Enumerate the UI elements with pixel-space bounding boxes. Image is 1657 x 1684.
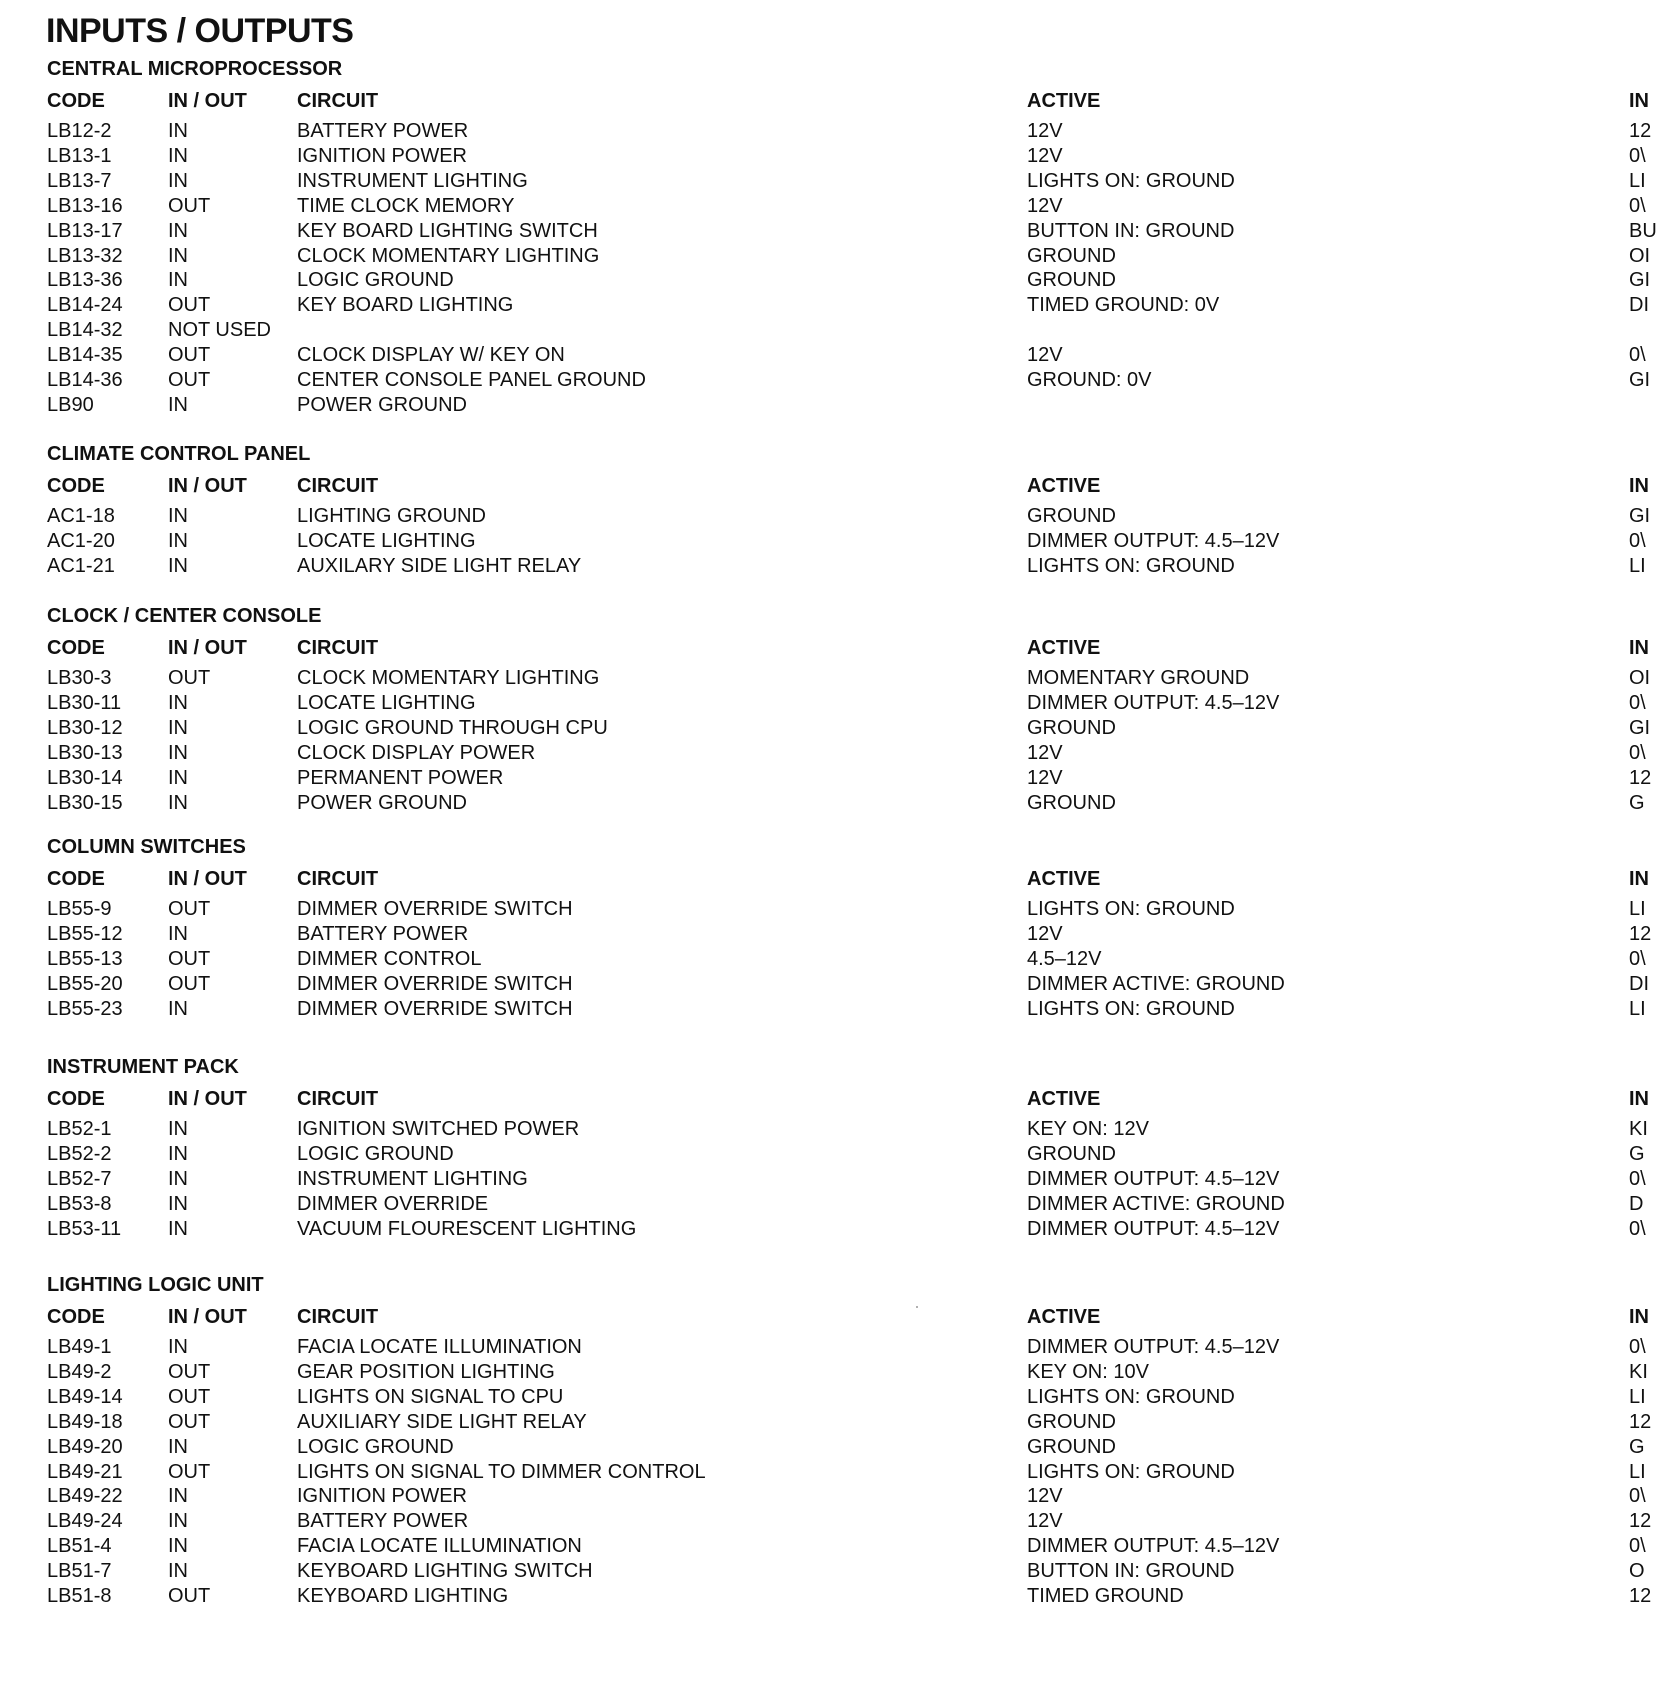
table-header-row xyxy=(0,867,1648,891)
cell-io: IN xyxy=(168,1436,188,1458)
cell-code: LB49-21 xyxy=(47,1461,123,1483)
cell-inactive: 0\ xyxy=(1629,195,1646,217)
table-row xyxy=(0,947,1648,971)
table-row xyxy=(0,1360,1648,1384)
table-row xyxy=(0,741,1648,765)
table-row xyxy=(0,169,1648,193)
cell-code: LB14-36 xyxy=(47,369,123,391)
column-header-circuit: CIRCUIT xyxy=(297,90,379,112)
cell-io: OUT xyxy=(168,1585,211,1607)
table-row xyxy=(0,1142,1648,1166)
cell-code: LB13-17 xyxy=(47,220,123,242)
cell-inactive: G xyxy=(1629,1436,1645,1458)
cell-inactive: O xyxy=(1629,1560,1645,1582)
cell-inactive: 0\ xyxy=(1629,1485,1646,1507)
column-header-code: CODE xyxy=(47,1088,105,1110)
cell-active: GROUND xyxy=(1027,1411,1116,1433)
cell-active: GROUND xyxy=(1027,269,1116,291)
cell-io: OUT xyxy=(168,294,211,316)
cell-active: KEY ON: 10V xyxy=(1027,1361,1149,1383)
cell-circuit: IGNITION POWER xyxy=(297,145,467,167)
cell-io: IN xyxy=(168,1336,188,1358)
table-row xyxy=(0,144,1648,168)
section-title: INSTRUMENT PACK xyxy=(47,1056,239,1078)
cell-code: LB90 xyxy=(47,394,94,416)
cell-io: IN xyxy=(168,145,188,167)
cell-circuit: PERMANENT POWER xyxy=(297,767,504,789)
cell-active: GROUND xyxy=(1027,1436,1116,1458)
cell-inactive: LI xyxy=(1629,1386,1646,1408)
table-row xyxy=(0,897,1648,921)
cell-inactive: 12 xyxy=(1629,923,1652,945)
table-row xyxy=(0,1534,1648,1558)
cell-active: TIMED GROUND xyxy=(1027,1585,1184,1607)
cell-active: TIMED GROUND: 0V xyxy=(1027,294,1220,316)
cell-circuit: LIGHTING GROUND xyxy=(297,505,486,527)
cell-inactive: 0\ xyxy=(1629,1218,1646,1240)
table-row xyxy=(0,1509,1652,1533)
cell-inactive: 12 xyxy=(1629,1510,1652,1532)
cell-inactive: DI xyxy=(1629,973,1649,995)
cell-circuit: IGNITION POWER xyxy=(297,1485,467,1507)
cell-io: IN xyxy=(168,505,188,527)
cell-circuit: DIMMER OVERRIDE SWITCH xyxy=(297,898,573,920)
cell-active: DIMMER OUTPUT: 4.5–12V xyxy=(1027,692,1280,714)
cell-inactive: 12 xyxy=(1629,120,1652,142)
table-row xyxy=(0,554,1648,578)
cell-active: LIGHTS ON: GROUND xyxy=(1027,1461,1235,1483)
cell-io: IN xyxy=(168,269,188,291)
cell-inactive: OI xyxy=(1629,667,1651,689)
column-header-active: ACTIVE xyxy=(1027,868,1101,890)
cell-inactive: BU xyxy=(1629,220,1657,242)
cell-inactive: 0\ xyxy=(1629,948,1646,970)
cell-active: 12V xyxy=(1027,742,1063,764)
cell-code: LB14-32 xyxy=(47,319,123,341)
cell-code: LB14-35 xyxy=(47,344,123,366)
cell-active: DIMMER OUTPUT: 4.5–12V xyxy=(1027,1168,1280,1190)
cell-circuit: LIGHTS ON SIGNAL TO DIMMER CONTROL xyxy=(297,1461,706,1483)
column-header-inactive: IN xyxy=(1629,1088,1649,1110)
column-header-active: ACTIVE xyxy=(1027,90,1101,112)
cell-inactive: KI xyxy=(1629,1361,1648,1383)
cell-code: LB55-9 xyxy=(47,898,112,920)
cell-circuit: POWER GROUND xyxy=(297,792,467,814)
cell-io: IN xyxy=(168,923,188,945)
cell-inactive: 0\ xyxy=(1629,742,1646,764)
cell-io: IN xyxy=(168,394,188,416)
cell-active: 12V xyxy=(1027,120,1063,142)
cell-io: OUT xyxy=(168,195,211,217)
cell-active: KEY ON: 12V xyxy=(1027,1118,1149,1140)
cell-circuit: LOGIC GROUND THROUGH CPU xyxy=(297,717,608,739)
cell-inactive: 12 xyxy=(1629,767,1652,789)
cell-io: OUT xyxy=(168,1411,211,1433)
table-row xyxy=(0,1167,1648,1191)
column-header-code: CODE xyxy=(47,868,105,890)
cell-code: LB52-7 xyxy=(47,1168,112,1190)
table-row xyxy=(0,268,1651,292)
cell-inactive: 0\ xyxy=(1629,1168,1646,1190)
column-header-circuit: CIRCUIT xyxy=(297,868,379,890)
cell-io: IN xyxy=(168,998,188,1020)
column-header-circuit: CIRCUIT xyxy=(297,1306,379,1328)
cell-code: AC1-18 xyxy=(47,505,115,527)
cell-active: 12V xyxy=(1027,344,1063,366)
cell-inactive: 12 xyxy=(1629,1585,1652,1607)
cell-circuit: CLOCK MOMENTARY LIGHTING xyxy=(297,667,600,689)
table-row xyxy=(0,1192,1648,1216)
cell-code: LB55-12 xyxy=(47,923,123,945)
cell-active: DIMMER OUTPUT: 4.5–12V xyxy=(1027,1535,1280,1557)
cell-circuit: CLOCK DISPLAY W/ KEY ON xyxy=(297,344,565,366)
cell-active: LIGHTS ON: GROUND xyxy=(1027,555,1235,577)
cell-circuit: KEYBOARD LIGHTING SWITCH xyxy=(297,1560,593,1582)
cell-inactive: GI xyxy=(1629,717,1651,739)
cell-inactive: 0\ xyxy=(1629,344,1646,366)
cell-io: IN xyxy=(168,120,188,142)
table-row xyxy=(0,529,1648,553)
table-row xyxy=(0,1410,1652,1434)
column-header-in-out: IN / OUT xyxy=(168,475,247,497)
cell-code: LB49-18 xyxy=(47,1411,123,1433)
cell-active: BUTTON IN: GROUND xyxy=(1027,1560,1235,1582)
table-row xyxy=(0,504,1651,528)
cell-io: OUT xyxy=(168,1386,211,1408)
table-header-row xyxy=(0,89,1648,113)
cell-io: IN xyxy=(168,792,188,814)
cell-io: NOT USED xyxy=(168,319,271,341)
table-row xyxy=(0,716,1651,740)
cell-circuit: FACIA LOCATE ILLUMINATION xyxy=(297,1336,582,1358)
cell-circuit: CLOCK DISPLAY POWER xyxy=(297,742,536,764)
cell-active: GROUND xyxy=(1027,505,1116,527)
column-header-code: CODE xyxy=(47,637,105,659)
table-row xyxy=(0,1335,1648,1359)
cell-circuit: LOGIC GROUND xyxy=(297,1143,454,1165)
section-title: COLUMN SWITCHES xyxy=(47,836,246,858)
cell-io: IN xyxy=(168,245,188,267)
column-header-inactive: IN xyxy=(1629,637,1649,659)
cell-inactive: LI xyxy=(1629,1461,1646,1483)
cell-code: LB13-32 xyxy=(47,245,123,267)
cell-circuit: KEY BOARD LIGHTING SWITCH xyxy=(297,220,598,242)
cell-inactive: GI xyxy=(1629,369,1651,391)
cell-code: LB49-22 xyxy=(47,1485,123,1507)
cell-code: LB30-14 xyxy=(47,767,123,789)
cell-active: GROUND xyxy=(1027,245,1116,267)
cell-io: IN xyxy=(168,1193,188,1215)
cell-active: LIGHTS ON: GROUND xyxy=(1027,898,1235,920)
cell-code: LB12-2 xyxy=(47,120,112,142)
cell-io: OUT xyxy=(168,948,211,970)
column-header-in-out: IN / OUT xyxy=(168,637,247,659)
cell-io: OUT xyxy=(168,667,211,689)
cell-io: OUT xyxy=(168,898,211,920)
table-header-row xyxy=(0,1305,1648,1329)
cell-code: LB55-23 xyxy=(47,998,123,1020)
cell-active: GROUND xyxy=(1027,717,1116,739)
column-header-code: CODE xyxy=(47,475,105,497)
table-row xyxy=(0,1385,1648,1409)
table-row xyxy=(0,666,1651,690)
cell-inactive: OI xyxy=(1629,245,1651,267)
cell-io: IN xyxy=(168,1510,188,1532)
cell-code: LB49-14 xyxy=(47,1386,123,1408)
cell-io: IN xyxy=(168,1168,188,1190)
cell-code: LB30-13 xyxy=(47,742,123,764)
section-title: CLOCK / CENTER CONSOLE xyxy=(47,605,322,627)
cell-circuit: KEY BOARD LIGHTING xyxy=(297,294,514,316)
table-row xyxy=(0,1484,1648,1508)
cell-io: IN xyxy=(168,767,188,789)
cell-io: OUT xyxy=(168,1361,211,1383)
column-header-inactive: IN xyxy=(1629,475,1649,497)
cell-inactive: GI xyxy=(1629,505,1651,527)
cell-circuit: CENTER CONSOLE PANEL GROUND xyxy=(297,369,646,391)
cell-code: LB13-36 xyxy=(47,269,123,291)
cell-circuit: TIME CLOCK MEMORY xyxy=(297,195,515,217)
cell-inactive: LI xyxy=(1629,998,1646,1020)
column-header-inactive: IN xyxy=(1629,90,1649,112)
cell-io: OUT xyxy=(168,344,211,366)
cell-active: DIMMER ACTIVE: GROUND xyxy=(1027,1193,1285,1215)
cell-active: GROUND xyxy=(1027,792,1116,814)
cell-active: DIMMER OUTPUT: 4.5–12V xyxy=(1027,530,1280,552)
cell-circuit: AUXILIARY SIDE LIGHT RELAY xyxy=(297,1411,587,1433)
cell-io: IN xyxy=(168,530,188,552)
cell-code: LB53-11 xyxy=(47,1218,122,1240)
cell-active: DIMMER OUTPUT: 4.5–12V xyxy=(1027,1336,1280,1358)
cell-active: GROUND: 0V xyxy=(1027,369,1152,391)
cell-code: LB30-15 xyxy=(47,792,123,814)
cell-active: MOMENTARY GROUND xyxy=(1027,667,1250,689)
table-row xyxy=(0,1217,1648,1241)
cell-code: LB13-16 xyxy=(47,195,123,217)
cell-circuit: DIMMER OVERRIDE xyxy=(297,1193,489,1215)
cell-active: DIMMER OUTPUT: 4.5–12V xyxy=(1027,1218,1280,1240)
cell-code: LB49-2 xyxy=(47,1361,112,1383)
table-row xyxy=(0,318,1648,342)
cell-circuit: BATTERY POWER xyxy=(297,120,469,142)
column-header-circuit: CIRCUIT xyxy=(297,475,379,497)
cell-inactive: KI xyxy=(1629,1118,1648,1140)
cell-active: 12V xyxy=(1027,1510,1063,1532)
cell-code: LB53-8 xyxy=(47,1193,112,1215)
cell-circuit: GEAR POSITION LIGHTING xyxy=(297,1361,555,1383)
cell-inactive: 0\ xyxy=(1629,1336,1646,1358)
cell-active: 4.5–12V xyxy=(1027,948,1102,970)
cell-io: IN xyxy=(168,692,188,714)
table-header-row xyxy=(0,636,1648,660)
table-row xyxy=(0,194,1648,218)
cell-active: 12V xyxy=(1027,767,1063,789)
column-header-inactive: IN xyxy=(1629,1306,1649,1328)
cell-active: GROUND xyxy=(1027,1143,1116,1165)
table-row xyxy=(0,997,1648,1021)
table-row xyxy=(0,972,1648,996)
column-header-circuit: CIRCUIT xyxy=(297,637,379,659)
cell-circuit: LOCATE LIGHTING xyxy=(297,692,476,714)
cell-io: IN xyxy=(168,170,188,192)
cell-io: OUT xyxy=(168,1461,211,1483)
cell-code: LB52-1 xyxy=(47,1118,112,1140)
column-header-code: CODE xyxy=(47,1306,105,1328)
column-header-active: ACTIVE xyxy=(1027,475,1101,497)
cell-circuit: LOCATE LIGHTING xyxy=(297,530,476,552)
cell-circuit: LIGHTS ON SIGNAL TO CPU xyxy=(297,1386,564,1408)
cell-circuit: BATTERY POWER xyxy=(297,1510,469,1532)
table-row xyxy=(0,1584,1652,1608)
column-header-inactive: IN xyxy=(1629,868,1649,890)
cell-active: LIGHTS ON: GROUND xyxy=(1027,1386,1235,1408)
column-header-in-out: IN / OUT xyxy=(168,1306,247,1328)
cell-io: OUT xyxy=(168,369,211,391)
table-row xyxy=(0,922,1652,946)
cell-io: IN xyxy=(168,1218,188,1240)
cell-inactive: LI xyxy=(1629,555,1646,577)
cell-io: IN xyxy=(168,555,188,577)
cell-inactive: DI xyxy=(1629,294,1649,316)
table-row xyxy=(0,1460,1648,1484)
table-row xyxy=(0,219,1657,243)
cell-code: LB52-2 xyxy=(47,1143,112,1165)
cell-active: BUTTON IN: GROUND xyxy=(1027,220,1235,242)
cell-inactive: 0\ xyxy=(1629,530,1646,552)
column-header-in-out: IN / OUT xyxy=(168,90,247,112)
page-title: INPUTS / OUTPUTS xyxy=(46,12,354,50)
cell-circuit: FACIA LOCATE ILLUMINATION xyxy=(297,1535,582,1557)
section-title: CENTRAL MICROPROCESSOR xyxy=(47,58,343,80)
cell-active: 12V xyxy=(1027,145,1063,167)
cell-circuit: AUXILARY SIDE LIGHT RELAY xyxy=(297,555,582,577)
column-header-active: ACTIVE xyxy=(1027,1088,1101,1110)
cell-inactive: D xyxy=(1629,1193,1644,1215)
table-row xyxy=(0,368,1651,392)
table-row xyxy=(0,766,1652,790)
section-title: LIGHTING LOGIC UNIT xyxy=(47,1274,264,1296)
cell-active: LIGHTS ON: GROUND xyxy=(1027,170,1235,192)
cell-code: LB55-20 xyxy=(47,973,123,995)
cell-code: LB51-7 xyxy=(47,1560,112,1582)
table-header-row xyxy=(0,1087,1648,1111)
column-header-circuit: CIRCUIT xyxy=(297,1088,379,1110)
cell-io: IN xyxy=(168,1535,188,1557)
cell-circuit: INSTRUMENT LIGHTING xyxy=(297,1168,528,1190)
cell-io: IN xyxy=(168,717,188,739)
cell-code: LB49-1 xyxy=(47,1336,112,1358)
table-row xyxy=(0,1559,1648,1583)
table-row xyxy=(0,244,1651,268)
column-header-in-out: IN / OUT xyxy=(168,1088,247,1110)
cell-circuit: BATTERY POWER xyxy=(297,923,469,945)
cell-inactive: LI xyxy=(1629,170,1646,192)
cell-circuit: CLOCK MOMENTARY LIGHTING xyxy=(297,245,600,267)
cell-io: IN xyxy=(168,1143,188,1165)
cell-circuit: DIMMER CONTROL xyxy=(297,948,482,970)
cell-circuit: DIMMER OVERRIDE SWITCH xyxy=(297,973,573,995)
cell-active: 12V xyxy=(1027,923,1063,945)
cell-io: IN xyxy=(168,1485,188,1507)
cell-circuit: INSTRUMENT LIGHTING xyxy=(297,170,528,192)
cell-io: IN xyxy=(168,1560,188,1582)
cell-active: 12V xyxy=(1027,195,1063,217)
table-header-row xyxy=(0,474,1648,498)
cell-active: LIGHTS ON: GROUND xyxy=(1027,998,1235,1020)
cell-code: AC1-20 xyxy=(47,530,115,552)
cell-io: OUT xyxy=(168,973,211,995)
cell-circuit: LOGIC GROUND xyxy=(297,1436,454,1458)
cell-code: LB30-12 xyxy=(47,717,123,739)
cell-active: DIMMER ACTIVE: GROUND xyxy=(1027,973,1285,995)
table-row xyxy=(0,393,1648,417)
cell-circuit: VACUUM FLOURESCENT LIGHTING xyxy=(297,1218,637,1240)
column-header-in-out: IN / OUT xyxy=(168,868,247,890)
cell-code: LB51-8 xyxy=(47,1585,112,1607)
cell-code: LB30-3 xyxy=(47,667,112,689)
table-row xyxy=(0,791,1648,815)
column-header-active: ACTIVE xyxy=(1027,1306,1101,1328)
cell-io: IN xyxy=(168,220,188,242)
cell-code: LB13-7 xyxy=(47,170,112,192)
cell-circuit: LOGIC GROUND xyxy=(297,269,454,291)
cell-inactive: LI xyxy=(1629,898,1646,920)
table-row xyxy=(0,691,1648,715)
cell-code: LB14-24 xyxy=(47,294,123,316)
table-row xyxy=(0,1435,1648,1459)
cell-circuit: KEYBOARD LIGHTING xyxy=(297,1585,509,1607)
cell-circuit: POWER GROUND xyxy=(297,394,467,416)
cell-code: LB13-1 xyxy=(47,145,112,167)
table-row xyxy=(0,293,1648,317)
cell-circuit: IGNITION SWITCHED POWER xyxy=(297,1118,580,1140)
cell-circuit: DIMMER OVERRIDE SWITCH xyxy=(297,998,573,1020)
cell-code: AC1-21 xyxy=(47,555,115,577)
column-header-code: CODE xyxy=(47,90,105,112)
cell-code: LB30-11 xyxy=(47,692,122,714)
cell-inactive: G xyxy=(1629,1143,1645,1165)
cell-active: 12V xyxy=(1027,1485,1063,1507)
cell-inactive: 0\ xyxy=(1629,145,1646,167)
cell-io: IN xyxy=(168,742,188,764)
cell-code: LB51-4 xyxy=(47,1535,112,1557)
cell-io: IN xyxy=(168,1118,188,1140)
table-row xyxy=(0,343,1648,367)
cell-code: LB55-13 xyxy=(47,948,123,970)
column-header-active: ACTIVE xyxy=(1027,637,1101,659)
cell-inactive: 0\ xyxy=(1629,692,1646,714)
section-title: CLIMATE CONTROL PANEL xyxy=(47,443,311,465)
cell-inactive: G xyxy=(1629,792,1645,814)
cell-inactive: 12 xyxy=(1629,1411,1652,1433)
table-row xyxy=(0,1117,1648,1141)
cell-inactive: GI xyxy=(1629,269,1651,291)
cell-code: LB49-24 xyxy=(47,1510,123,1532)
cell-code: LB49-20 xyxy=(47,1436,123,1458)
table-row xyxy=(0,119,1652,143)
cell-inactive: 0\ xyxy=(1629,1535,1646,1557)
